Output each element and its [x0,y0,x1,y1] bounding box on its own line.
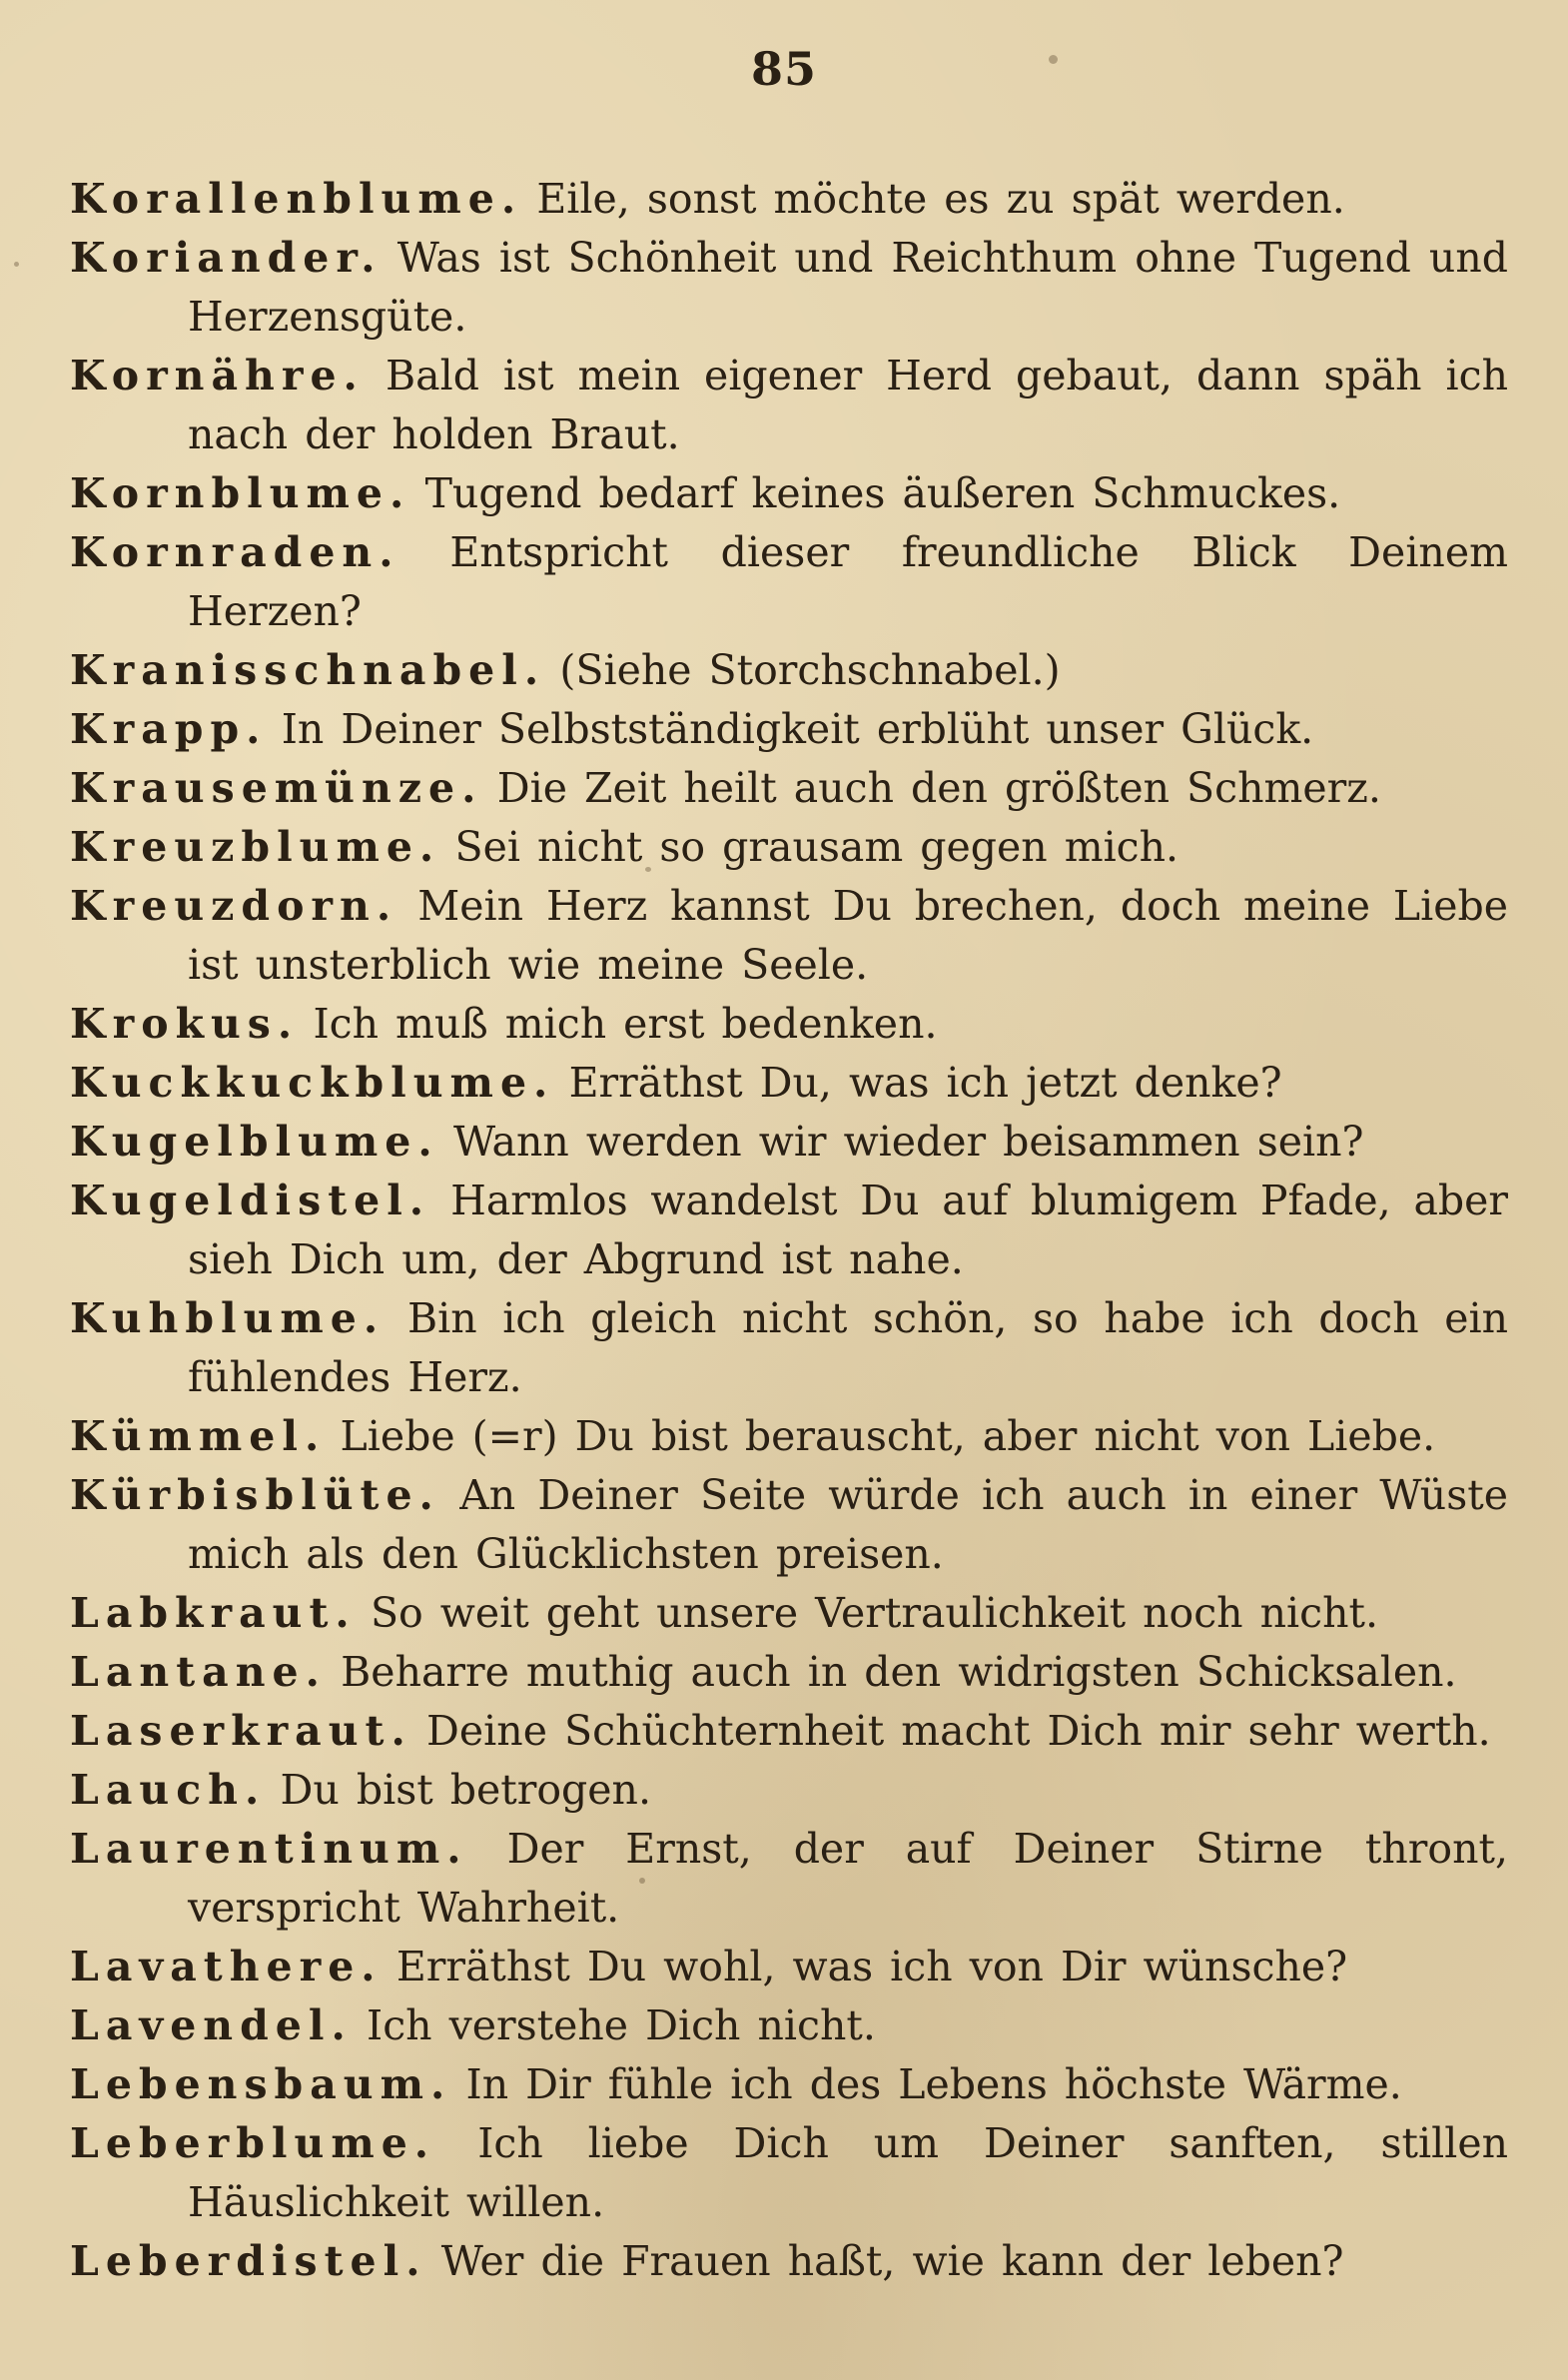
entry [70,464,1508,523]
entry-term: Kornraden. [70,528,400,576]
entry [70,229,1508,347]
entry [70,1702,1508,1761]
entry [70,877,1508,995]
entry-term: Koriander. [70,234,383,282]
paper-speck [639,1878,645,1884]
entry [70,1938,1508,1996]
entry-meaning: Der Ernst, der auf Deiner Stirne thront, verspricht Wahrheit. [188,1825,1508,1932]
paper-speck [1049,55,1058,64]
entry-meaning: Entspricht dieser freundliche Blick Deinem Herzen? [188,528,1508,635]
entry-term: Kugeldistel. [70,1177,431,1224]
paper-speck [645,867,651,872]
entry [70,2114,1508,2232]
entry-term: Laurentinum. [70,1825,468,1873]
entry-term: Kreuzdorn. [70,882,398,930]
entry [70,347,1508,464]
entry [70,1407,1508,1466]
entry-term: Krokus. [70,1000,300,1048]
entry-term: Kornähre. [70,352,365,399]
entry-term: Kuhblume. [70,1294,386,1342]
entry [70,1172,1508,1289]
entry [70,1820,1508,1938]
entry-meaning: Beharre muthig auch in den widrigsten Schicksalen. [341,1648,1457,1696]
entry-meaning: So weit geht unsere Vertraulichkeit noch nicht. [370,1589,1379,1637]
entry [70,1054,1508,1113]
entry-meaning: Ich verstehe Dich nicht. [367,2001,876,2049]
entry [70,523,1508,641]
entry-meaning: Erräthst Du, was ich jetzt denke? [568,1059,1282,1107]
dictionary-entries [70,170,1508,2291]
entry-meaning: Ich liebe Dich um Deiner sanften, stillen Häuslichkeit willen. [188,2119,1508,2226]
entry-term: Kümmel. [70,1412,327,1460]
entry-meaning: Die Zeit heilt auch den größten Schmerz. [496,764,1381,812]
entry-meaning: Liebe (=r) Du bist berauscht, aber nicht von Liebe. [340,1412,1436,1460]
entry [70,1289,1508,1407]
entry [70,170,1508,229]
entry-meaning: Deine Schüchternheit macht Dich mir sehr werth. [426,1707,1491,1755]
entry-meaning: Wer die Frauen haßt, wie kann der leben? [440,2237,1344,2285]
paper-speck [14,262,19,267]
entry-meaning: Wann werden wir wieder beisammen sein? [452,1118,1364,1166]
entry [70,1584,1508,1643]
entry [70,2055,1508,2114]
entry-term: Krausemünze. [70,764,483,812]
entry-term: Lantane. [70,1648,327,1696]
entry-meaning: (Siehe Storchschnabel.) [559,646,1061,694]
entry-meaning: Sei nicht so grausam gegen mich. [454,823,1179,871]
entry-term: Kornblume. [70,469,411,517]
entry-meaning: Eile, sonst möchte es zu spät werden. [536,175,1345,223]
entry-meaning: Ich muß mich erst bedenken. [313,1000,938,1048]
entry-term: Lavathere. [70,1943,383,1990]
entry [70,700,1508,759]
entry [70,1761,1508,1820]
entry-meaning: In Deiner Selbstständigkeit erblüht unser Glück. [281,705,1314,753]
entry [70,1996,1508,2055]
entry-term: Korallenblume. [70,175,523,223]
entry-term: Lavendel. [70,2001,353,2049]
entry-term: Kranisschnabel. [70,646,546,694]
entry [70,818,1508,877]
entry-meaning: Was ist Schönheit und Reichthum ohne Tugend und Herzensgüte. [188,234,1508,341]
entry-meaning: Bin ich gleich nicht schön, so habe ich doch ein fühlendes Herz. [188,1294,1508,1401]
entry [70,2232,1508,2291]
entry-meaning: Du bist betrogen. [280,1766,651,1814]
entry [70,759,1508,818]
entry-term: Kreuzblume. [70,823,441,871]
entry-term: Lauch. [70,1766,267,1814]
entry-term: Leberblume. [70,2119,436,2167]
entry-meaning: Harmlos wandelst Du auf blumigem Pfade, aber sieh Dich um, der Abgrund ist nahe. [188,1177,1508,1283]
entry [70,641,1508,700]
entry-term: Labkraut. [70,1589,357,1637]
entry-meaning: Tugend bedarf keines äußeren Schmuckes. [424,469,1341,517]
entry-term: Kugelblume. [70,1118,439,1166]
entry-meaning: Mein Herz kannst Du brechen, doch meine Liebe ist unsterblich wie meine Seele. [188,882,1508,989]
entry-term: Kürbisblüte. [70,1471,440,1519]
entry-meaning: An Deiner Seite würde ich auch in einer Wüste mich als den Glücklichsten preisen. [188,1471,1508,1578]
entry-meaning: Erräthst Du wohl, was ich von Dir wünsche? [395,1943,1348,1990]
entry-term: Lebensbaum. [70,2060,452,2108]
entry-meaning: Bald ist mein eigener Herd gebaut, dann späh ich nach der holden Braut. [188,352,1508,458]
page-number: 85 [750,42,817,96]
entry [70,1466,1508,1584]
entry [70,1643,1508,1702]
entry-term: Krapp. [70,705,268,753]
entry-meaning: In Dir fühle ich des Lebens höchste Wärme. [465,2060,1402,2108]
entry [70,995,1508,1054]
entry-term: Kuckkuckblume. [70,1059,555,1107]
entry-term: Leberdistel. [70,2237,427,2285]
entry-term: Laserkraut. [70,1707,412,1755]
entry [70,1113,1508,1172]
